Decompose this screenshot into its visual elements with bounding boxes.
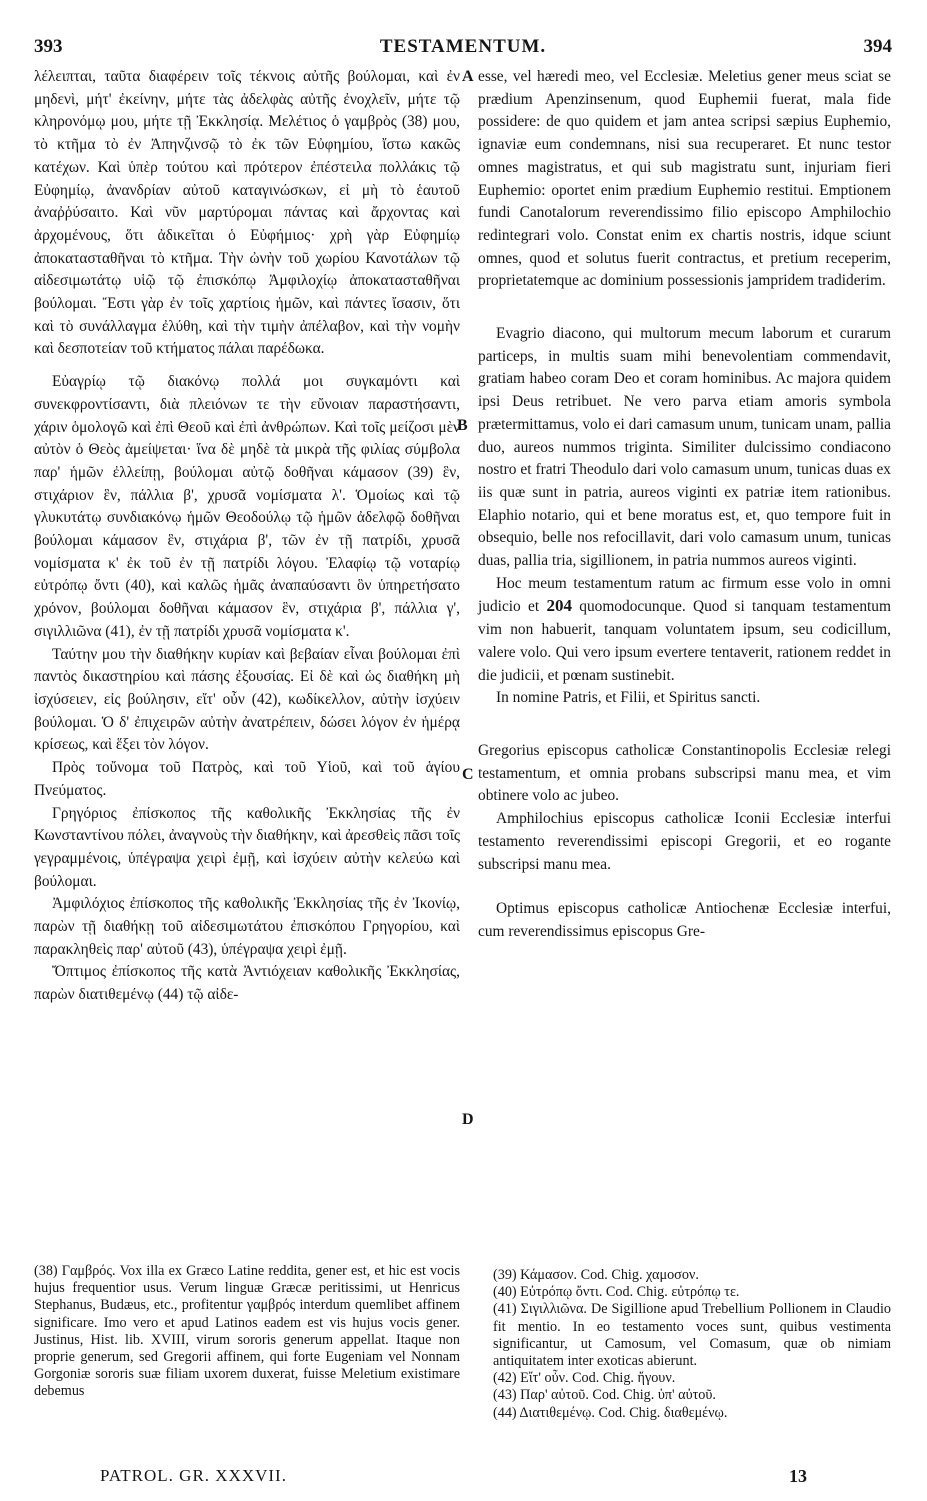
footnote-40: (40) Εὐτρόπῳ ὄντι. Cod. Chig. εὐτρόπῳ τε. — [493, 1284, 740, 1301]
footnotes-right — [493, 1267, 891, 1422]
greek-paragraph-6: Ἀμφιλόχιος ἐπίσκοπος τῆς καθολικῆς Ἐκκλησίας τῆς ἐν Ἰκονίῳ, παρὼν τῇ διαθήκῃ τοῦ αἰδεσιμωτάτου ἐπισκόπου Γρηγορίου, καὶ παρακληθεὶς παρ' αὐτοῦ (43), ὑπέγραψα χειρὶ ἐμῇ. — [34, 895, 460, 958]
running-title: TESTAMENTUM. — [379, 36, 547, 57]
footnote-43: (43) Παρ' αὐτοῦ. Cod. Chig. ὑπ' αὐτοῦ. — [493, 1387, 716, 1404]
footnotes-left — [34, 1263, 460, 1401]
greek-column — [34, 66, 460, 1007]
page-footer — [34, 1466, 892, 1490]
margin-marker-b: B — [457, 417, 468, 434]
margin-marker-a: A — [462, 68, 474, 85]
greek-paragraph-5: Γρηγόριος ἐπίσκοπος τῆς καθολικῆς Ἐκκλησίας τῆς ἐν Κωνσταντίνου πόλει, ἀναγνοὺς τὴν διαθήκην, καὶ ἀρεσθεὶς πᾶσι τοῖς γεγραμμένοις, ὑπέγραψα χειρὶ ἐμῇ, καὶ ἰσχύειν αὐτὴν κελεύω καὶ βούλομαι. — [34, 804, 460, 890]
footnote-44: (44) Διατιθεμένῳ. Cod. Chig. διαθεμένῳ. — [493, 1404, 728, 1421]
greek-paragraph-2: Εὐαγρίῳ τῷ διακόνῳ πολλά μοι συγκαμόντι καὶ συνεκφροντίσαντι, διὰ πλειόνων τε τὴν εὔνοιαν παραστήσαντι, χάριν ὁμολογῶ καὶ ἐπὶ Θεοῦ καὶ ἐπὶ ἀνθρώπων. Καὶ τοῖς μείζοσι μὲν αὐτὸν ὁ Θεὸς ἀμείψεται· ἵνα δὲ μηδὲ τὰ μικρὰ τῆς φιλίας σύμβολα παρ' ἡμῶν ἐλλείπῃ, βούλομαι αὐτῷ δοθῆναι κάμασον (39) ἓν, στιχάριον ἓν, πάλλια β', χρυσᾶ νομίσματα λ'. Ὁμοίως καὶ τῷ γλυκυτάτῳ συνδιακόνῳ ἡμῶν Θεοδούλῳ τῷ ἡμῶν ἀδελφῷ δοθῆναι βούλομαι κάμασον ἓν, στιχάρια β', τῶν ἐν τῇ πατρίδι, χρυσᾶ νομίσματα κ' ἐκ τοῦ ἐν τῇ πατρίδι λόγου. Ἐλαφίῳ τῷ νοταρίῳ εὐτρόπῳ ὄντι (40), καὶ καλῶς ἡμᾶς ἀναπαύσαντι ὃν ὑπηρετήσατο χρόνον, βούλομαι δοθῆναι κάμασον ἓν, στιχάρια β', πάλλια γ', σιγιλλιῶνα (41), ἐν τῇ πατρίδι χρυσᾶ νομίσματα κ'. — [34, 373, 460, 640]
greek-paragraph-4: Πρὸς τοὔνομα τοῦ Πατρὸς, καὶ τοῦ Υἱοῦ, καὶ τοῦ ἁγίου Πνεύματος. — [34, 759, 460, 799]
running-header — [34, 36, 892, 64]
right-page-number: 394 — [863, 36, 892, 57]
volume-signature: PATROL. GR. XXXVII. — [100, 1466, 287, 1485]
footnote-38: (38) Γαμβρός. Vox illa ex Græco Latine reddita, gener est, et hic est vocis hujus frequentior usus. Verum linguæ Græcæ peritissimi, ut Henricus Stephanus, Budæus, etc., profitentur γαμβρός interdum quemlibet affinem significare. Imo vero et apud Latinos eadem est vis hujus vocis gener. Justinus, Hist. lib. XVIII, virum sororis generum appellat. Itaque non proprie generum, sed Gregorii affinem, qui forte Eugeniam vel Nonnam Gorgoniæ sororis suæ filiam uxorem duxerat, fuisse Meletium existimare debemus — [34, 1263, 460, 1400]
left-page-number: 393 — [34, 36, 63, 57]
latin-paragraph-5: Gregorius episcopus catholicæ Constantinopolis Ecclesiæ relegi testamentum, et omnia probans subscripsi manu mea, et vim obtinere volo ac jubeo. — [478, 741, 891, 805]
greek-paragraph-1: λέλειπται, ταῦτα διαφέρειν τοῖς τέκνοις αὐτῆς βούλομαι, καὶ ἐν μηδενὶ, μήτ' ἐκείνην, μήτε τὰς ἀδελφὰς αὐτῆς ἐνοχλεῖν, μήτε τῷ κληρονόμῳ μου, μήτε τῇ Ἐκκλησίᾳ. Μελέτιος ὁ γαμβρὸς (38) μου, τὸ κτῆμα τὸ ἐν Ἀπηνζινσῷ τὸ ἐκ τῶν Εὐφημίου, ἴστω κακῶς κατέχων. Καὶ ὑπὲρ τούτου καὶ πρότερον ἐπέστειλα πολλάκις τῷ Εὐφημίῳ, ἀνανδρίαν αὐτοῦ καταγινώσκων, εἰ μὴ τὸ ἑαυτοῦ ἀναῤῥύσαιτο. Καὶ νῦν μαρτύρομαι πάντας καὶ ἄρχοντας καὶ ἀρχομένους, ὅτι ἀδικεῖται ὁ Εὐφήμιος· χρὴ γὰρ Εὐφημίῳ ἀποκατασταθῆναι τὸ κτῆμα. Τὴν ὠνὴν τοῦ χωρίου Κανοτάλων τῷ αἰδεσιμωτάτῳ υἱῷ τῷ ἐπισκόπῳ Ἀμφιλοχίῳ ἀποκατασταθῆναι βούλομαι. Ἔστι γὰρ ἐν τοῖς χαρτίοις ἡμῶν, καὶ πάντες ἴσασιν, ὅτι καὶ τὸ συνάλλαγμα ἐλύθη, καὶ τὴν τιμὴν ἀπέλαβον, καὶ τὴν νομὴν καὶ δεσποτείαν τοῦ κτήματος πάλαι παρέδωκα. — [34, 68, 460, 358]
greek-paragraph-3: Ταύτην μου τὴν διαθήκην κυρίαν καὶ βεβαίαν εἶναι βούλομαι ἐπὶ παντὸς δικαστηρίου καὶ πάσης ἐξουσίας. Εἰ δὲ καὶ ὡς διαθήκη μὴ ἰσχύσειεν, εἰς βούλησιν, εἴτ' οὖν (42), κωδίκελλον, αὐτὴν ἰσχύειν βούλομαι. Ὁ δ' ἐπιχειρῶν αὐτὴν ἀνατρέπειν, δώσει λόγον ἐν ἡμέρᾳ κρίσεως, καὶ ἕξει τὸν λόγον. — [34, 645, 460, 754]
latin-paragraph-1: esse, vel hæredi meo, vel Ecclesiæ. Meletius gener meus sciat se prædium Apenzinsenum, quod Euphemii fuerat, mala fide possidere: de quo quidem et jam antea scripsi sæpius Euphemio, ignaviæ eum condemnans, nisi sua recuperaret. Et nunc testor omnes magistratus, et qui sub magistratu sunt, injuriam fieri Euphemio: oportet enim prædium Euphemio restitui. Emptionem fundi Canotalorum reverendissimo filio episcopo Amphilochio redintegrari volo. Constat enim ex chartis nostris, idque sciunt omnes, quod et solutus fuerit contractus, et pretium receperim, proprietatemque ac dominium possessionis jampridem tradiderim. — [478, 68, 891, 290]
latin-paragraph-3 — [478, 573, 891, 688]
latin-paragraph-7: Optimus episcopus catholicæ Antiochenæ Ecclesiæ interfui, cum reverendissimus episcopus Gre- — [478, 900, 891, 940]
margin-marker-d: D — [462, 1111, 474, 1128]
latin-paragraph-6: Amphilochius episcopus catholicæ Iconii Ecclesiæ interfui testamento reverendissimi episcopi Gregorii, et eo rogante subscripsi manu mea. — [478, 810, 891, 873]
latin-column — [478, 66, 891, 944]
footnote-42: (42) Εἴτ' οὖν. Cod. Chig. ἤγουν. — [493, 1370, 676, 1387]
margin-marker-c: C — [462, 766, 474, 783]
latin-paragraph-3-end: quomodocunque. Quod si tanquam testamentum vim non habuerit, tanquam voluntatem ipsum, seu codicillum, valere volo. Qui vero ipsum evertere tentaverit, rationem reddet in die judicii, et pœnam sustinebit. — [478, 598, 891, 684]
latin-paragraph-2: Evagrio diacono, qui multorum mecum laborum et curarum particeps, in multis suam mihi benevolentiam commendavit, gratiam habeo coram Deo et coram hominibus. Ac majora quidem ipsi Deus retribuet. Ne vero parva etiam amoris symbola prætermittamus, volo ei dari camasum unum, tunicam unam, pallia duo, aureos nummos triginta. Similiter dulcissimo condiacono nostro et fratri Theodulo dari volo camasum unum, tunicas duas ex iis quæ sunt in patria, aureos viginti ex patriæ item rationibus. Elaphio notario, qui et bene moratus est, et, quo tempore fuit in obsequio, belle nos refocillavit, dari volo camasum unum, tunicas duas, pallia tria, sigillionem, in patria nummos aureos viginti. — [478, 325, 891, 570]
signature-number: 13 — [789, 1466, 807, 1486]
latin-paragraph-4: In nomine Patris, et Filii, et Spiritus sancti. — [496, 689, 761, 707]
footnote-39: (39) Κάμασον. Cod. Chig. χαμοσον. — [493, 1267, 699, 1283]
greek-paragraph-7: Ὄπτιμος ἐπίσκοπος τῆς κατὰ Ἀντιόχειαν καθολικῆς Ἐκκλησίας, παρὼν διατιθεμένῳ (44) τῷ αἰδε- — [34, 963, 460, 1004]
latin-paragraph-3-start: Hoc meum testamentum ratum ac firmum esse volo in omni judicio et — [478, 574, 891, 616]
footnote-41: (41) Σιγιλλιῶνα. De Sigillione apud Trebellium Pollionem in Claudio fit mentio. In eo testamento voces sunt, quibus vestimenta significantur, ut Camosum, vel Comasum, quæ ob nimiam antiquitatem inter exoticas abierunt. — [493, 1301, 891, 1370]
column-number: 204 — [546, 596, 572, 616]
